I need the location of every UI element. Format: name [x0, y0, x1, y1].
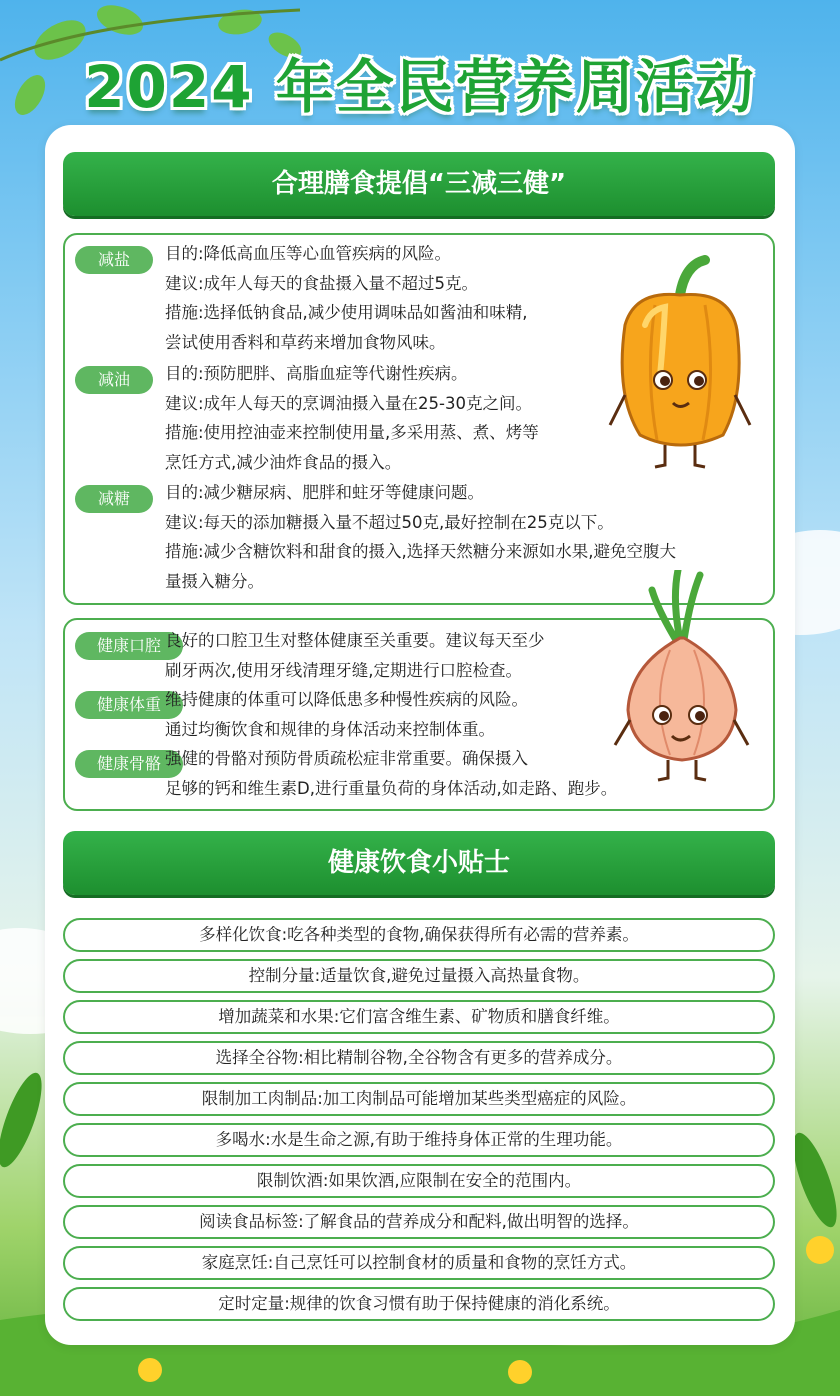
content-card [45, 125, 795, 1345]
reduce-sugar-text: 目的:减少糖尿病、肥胖和蛀牙等健康问题。 建议:每天的添加糖摄入量不超过50克,最好控制在25克以下。 措施:减少含糖饮料和甜食的摄入,选择天然糖分来源如水果,避免空腹大 量摄入糖分。 [165, 483, 677, 591]
tip-item: 限制加工肉制品:加工肉制品可能增加某些类型癌症的风险。 [63, 1082, 775, 1116]
reduce-salt-text: 目的:降低高血压等心血管疾病的风险。 建议:成年人每天的食盐摄入量不超过5克。 措施:选择低钠食品,减少使用调味品如酱油和味精, 尝试使用香料和草药来增加食物风味。 [165, 244, 528, 352]
tip-item: 家庭烹饪:自己烹饪可以控制食材的质量和食物的烹饪方式。 [63, 1246, 775, 1280]
healthy-bones-text: 强健的骨骼对预防骨质疏松症非常重要。确保摄入 足够的钙和维生素D,进行重量负荷的身体活动,如走路、跑步。 [165, 749, 618, 798]
tag-reduce-salt: 减盐 [75, 246, 153, 274]
healthy-weight-text: 维持健康的体重可以降低患多种慢性疾病的风险。 通过均衡饮食和规律的身体活动来控制体重。 [165, 690, 528, 739]
tip-item: 多样化饮食:吃各种类型的食物,确保获得所有必需的营养素。 [63, 918, 775, 952]
bell-pepper-character-icon [605, 255, 755, 470]
tip-item: 选择全谷物:相比精制谷物,全谷物含有更多的营养成分。 [63, 1041, 775, 1075]
tag-reduce-oil: 减油 [75, 366, 153, 394]
tag-reduce-sugar: 减糖 [75, 485, 153, 513]
page-title: 2024 年全民营养周活动 [84, 53, 756, 121]
tip-item: 阅读食品标签:了解食品的营养成分和配料,做出明智的选择。 [63, 1205, 775, 1239]
tip-item: 限制饮酒:如果饮酒,应限制在安全的范围内。 [63, 1164, 775, 1198]
tag-oral-health: 健康口腔 [75, 632, 183, 660]
tag-healthy-bones: 健康骨骼 [75, 750, 183, 778]
tip-item: 多喝水:水是生命之源,有助于维持身体正常的生理功能。 [63, 1123, 775, 1157]
tip-item: 控制分量:适量饮食,避免过量摄入高热量食物。 [63, 959, 775, 993]
section1-heading: 合理膳食提倡“三减三健” [63, 152, 775, 216]
oral-health-text: 良好的口腔卫生对整体健康至关重要。建议每天至少 刷牙两次,使用牙线清理牙缝,定期进行口腔检查。 [165, 631, 545, 680]
section2-heading: 健康饮食小贴士 [63, 831, 775, 895]
tag-healthy-weight: 健康体重 [75, 691, 183, 719]
onion-character-icon [610, 570, 755, 785]
tip-item: 定时定量:规律的饮食习惯有助于保持健康的消化系统。 [63, 1287, 775, 1321]
reduce-oil-text: 目的:预防肥胖、高脂血症等代谢性疾病。 建议:成年人每天的烹调油摄入量在25-30克之间。 措施:使用控油壶来控制使用量,多采用蒸、煮、烤等 烹饪方式,减少油炸食品的摄入。 [165, 364, 539, 472]
tip-item: 增加蔬菜和水果:它们富含维生素、矿物质和膳食纤维。 [63, 1000, 775, 1034]
